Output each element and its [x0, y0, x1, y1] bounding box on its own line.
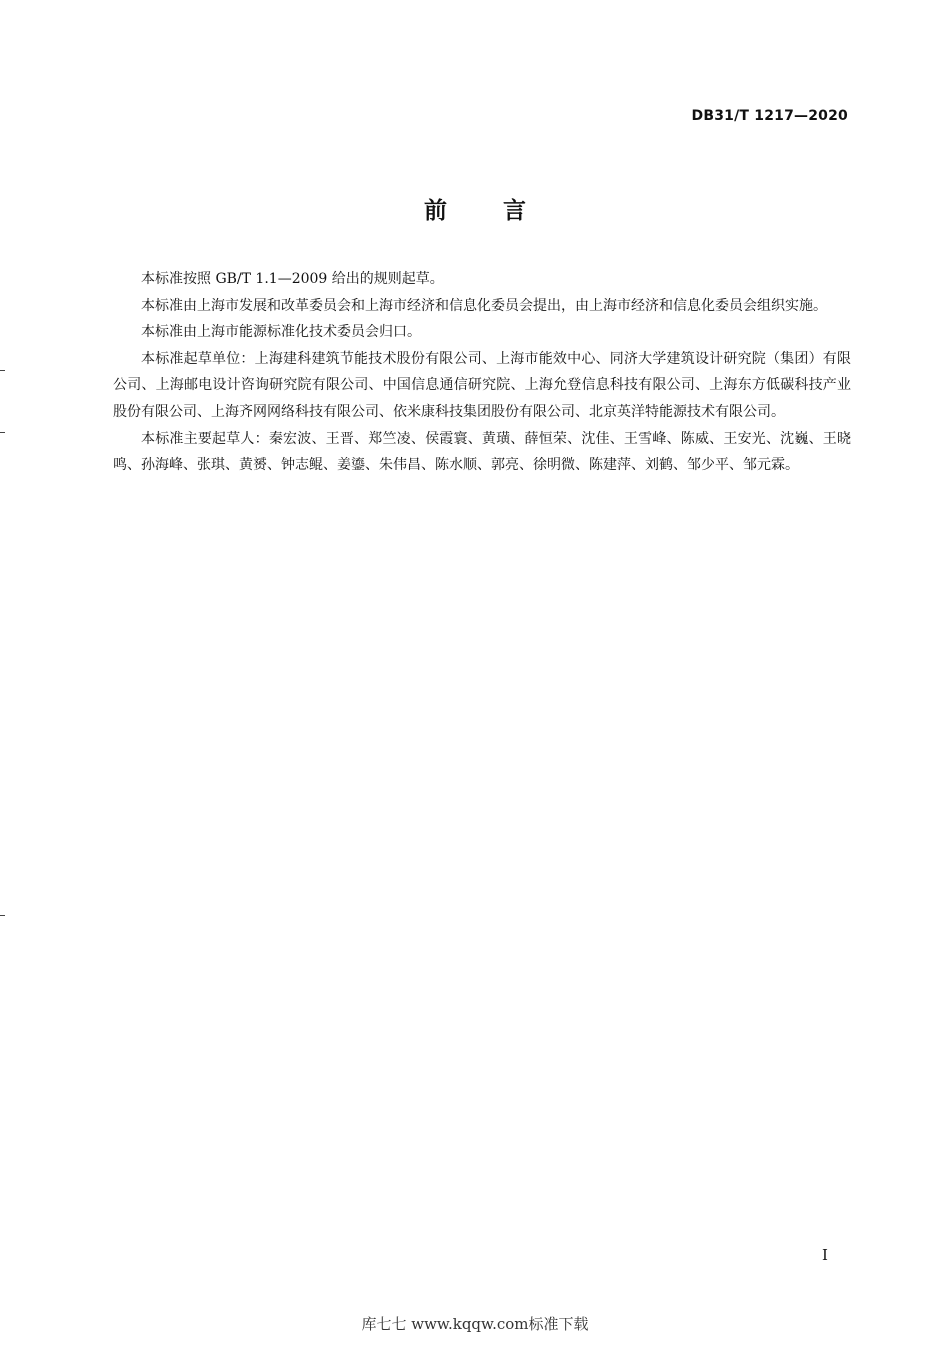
scan-edge-mark	[0, 370, 5, 371]
document-code: DB31/T 1217—2020	[691, 108, 848, 124]
paragraph-drafting-rules: 本标准按照 GB/T 1.1—2009 给出的规则起草。	[141, 271, 444, 287]
paragraph-centralized-by: 本标准由上海市能源标准化技术委员会归口。	[141, 324, 421, 341]
footer-watermark: 库七七 www.kqqw.com标准下载	[361, 1315, 589, 1333]
scan-edge-mark	[0, 432, 5, 433]
paragraph-proposer: 本标准由上海市发展和改革委员会和上海市经济和信息化委员会提出，由上海市经济和信息化委员会组织实施。	[141, 297, 827, 314]
foreword-body	[113, 266, 851, 479]
scan-edge-mark	[0, 915, 5, 916]
page-number: I	[822, 1246, 828, 1264]
paragraph-drafters: 本标准主要起草人：秦宏波、王晋、郑竺凌、侯霞寰、黄璜、薛恒荣、沈佳、王雪峰、陈威、王安光、沈巍、王晓鸣、孙海峰、张琪、黄赟、钟志鲲、姜鎏、朱伟昌、陈水顺、郭亮、徐明微、陈建萍、刘鹤、邹少平、邹元霖。	[113, 430, 851, 474]
page-title: 前言	[424, 198, 582, 224]
paragraph-drafting-units: 本标准起草单位：上海建科建筑节能技术股份有限公司、上海市能效中心、同济大学建筑设计研究院（集团）有限公司、上海邮电设计咨询研究院有限公司、中国信息通信研究院、上海允登信息科技有限公司、上海东方低碳科技产业股份有限公司、上海齐网网络科技有限公司、依米康科技集团股份有限公司、北京英洋特能源技术有限公司。	[113, 350, 851, 420]
